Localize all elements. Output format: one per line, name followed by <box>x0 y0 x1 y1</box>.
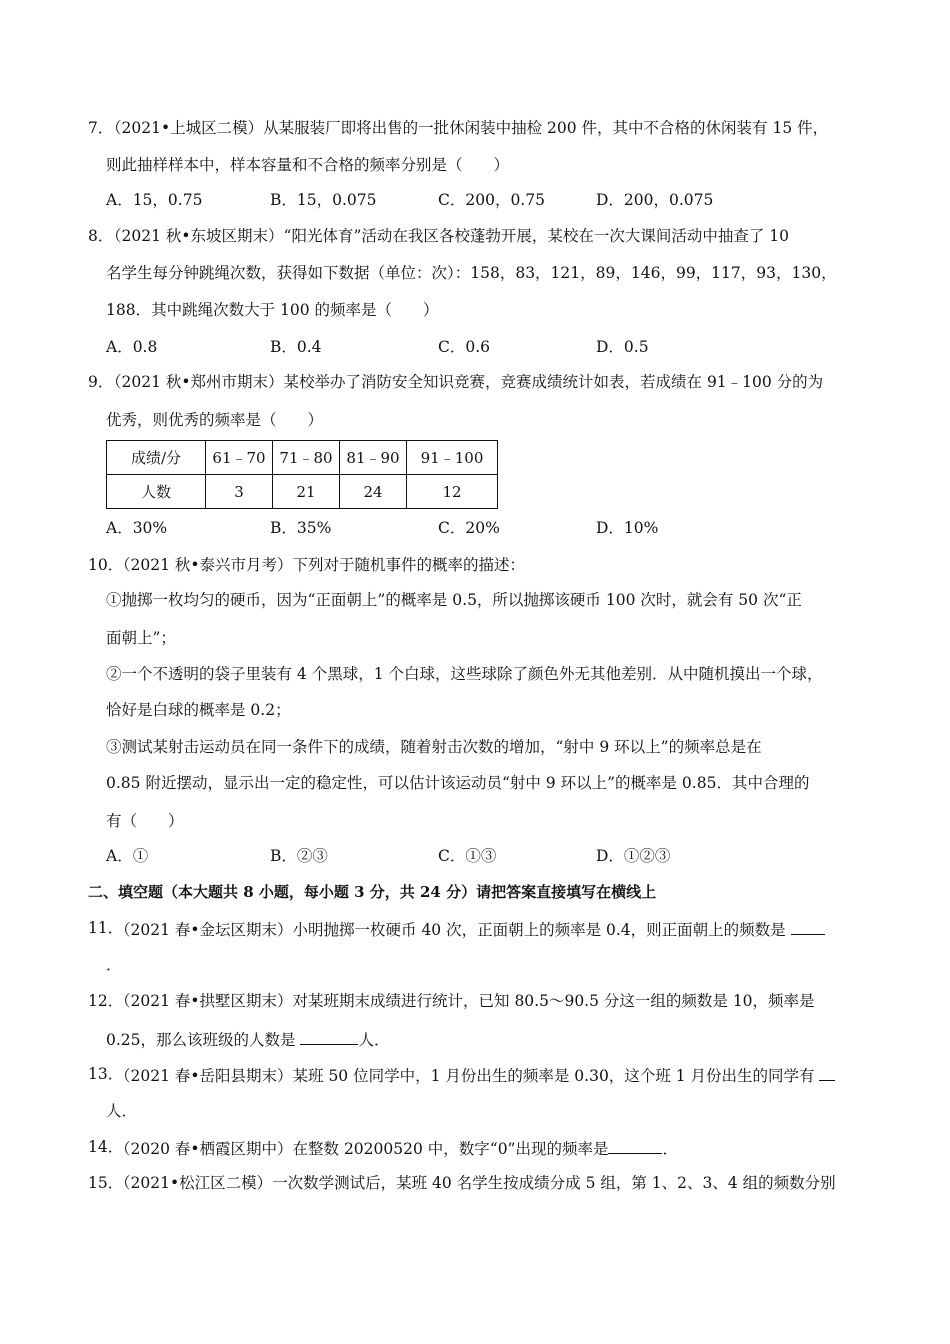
q11-number: 11． <box>88 919 124 937</box>
q10-statement1-line1: ①抛掷一枚均匀的硬币，因为“正面朝上”的概率是 0.5，所以抛掷该硬币 100 次时，就会有 50 次“正 <box>106 591 802 609</box>
score-table-header-row <box>107 441 498 475</box>
score-table-data-row <box>107 475 498 509</box>
q10-statement1-line2: 面朝上”； <box>106 629 176 647</box>
q10-statement3-line1: ③测试某射击运动员在同一条件下的成绩，随着射击次数的增加，“射中 9 环以上”的频率总是在 <box>106 738 762 756</box>
q9-text-line1: （2021 秋•郑州市期末）某校举办了消防安全知识竞赛，竞赛成绩统计如表，若成绩在 91﹣100 分的为 <box>106 373 824 391</box>
q11-text-line2: ． <box>106 956 122 974</box>
q10-statement2-line2: 恰好是白球的概率是 0.2； <box>106 701 291 719</box>
q13-text-line1 <box>115 1064 835 1086</box>
q13-text: （2021 春•岳阳县期末）某班 50 位同学中，1 月份出生的频率是 0.30，这个班 1 月份出生的同学有 <box>115 1067 820 1085</box>
q7-number: 7． <box>88 119 114 137</box>
q13-number: 13． <box>88 1065 124 1083</box>
q8-option-b: B．0.4 <box>270 338 322 356</box>
q10-option-a: A．① <box>106 847 149 865</box>
score-table <box>106 440 498 509</box>
q8-text-line3: 188．其中跳绳次数大于 100 的频率是（ ） <box>106 301 439 319</box>
q9-option-b: B．35% <box>270 519 332 537</box>
q12-number: 12． <box>88 992 124 1010</box>
q9-option-a: A．30% <box>106 519 168 537</box>
q12-unit: 人． <box>358 1031 390 1049</box>
q15-text-line1: （2021•松江区二模）一次数学测试后，某班 40 名学生按成绩分成 5 组，第 1、2、3、4 组的频数分别 <box>115 1174 836 1192</box>
q8-option-c: C．0.6 <box>438 338 491 356</box>
q15-number: 15． <box>88 1174 124 1192</box>
q11-answer-blank[interactable] <box>791 918 825 935</box>
q11-text: （2021 春•金坛区期末）小明抛掷一枚硬币 40 次，正面朝上的频率是 0.4，则正面朝上的频数是 <box>115 921 791 939</box>
table-cell: 71﹣80 <box>273 441 340 475</box>
table-cell: 81﹣90 <box>340 441 407 475</box>
q10-statement2-line1: ②一个不透明的袋子里装有 4 个黑球，1 个白球，这些球除了颜色外无其他差别．从中随机摸出一个球， <box>106 665 823 683</box>
q14-number: 14． <box>88 1138 124 1156</box>
table-cell: 成绩/分 <box>107 441 206 475</box>
table-cell: 3 <box>206 475 273 509</box>
q8-text-line2: 名学生每分钟跳绳次数，获得如下数据（单位：次）：158，83，121，89，146，99，117，93，130， <box>106 264 837 282</box>
q13-text-line2: 人． <box>106 1102 138 1120</box>
q12-text-line2 <box>106 1028 389 1050</box>
q14-answer-blank[interactable] <box>608 1137 662 1154</box>
section-heading: 二、填空题（本大题共 8 小题，每小题 3 分，共 24 分）请把答案直接填写在横线上 <box>88 883 657 901</box>
q8-option-d: D．0.5 <box>596 338 649 356</box>
q8-option-a: A．0.8 <box>106 338 158 356</box>
q10-option-b: B．②③ <box>270 847 328 865</box>
q11-text-line1 <box>115 918 825 940</box>
q14-period: ． <box>662 1140 678 1158</box>
q9-option-d: D．10% <box>596 519 659 537</box>
q8-number: 8． <box>88 227 114 245</box>
q7-option-b: B．15，0.075 <box>270 191 377 209</box>
q13-answer-blank[interactable] <box>819 1064 835 1081</box>
q7-option-c: C．200，0.75 <box>438 191 545 209</box>
table-cell: 61﹣70 <box>206 441 273 475</box>
q12-text-line1: （2021 春•拱墅区期末）对某班期末成绩进行统计，已知 80.5～90.5 分这一组的频数是 10，频率是 <box>115 992 815 1010</box>
table-cell: 24 <box>340 475 407 509</box>
q14-text: （2020 春•栖霞区期中）在整数 20200520 中，数字“0”出现的频率是 <box>115 1140 609 1158</box>
q7-text-line1: （2021•上城区二模）从某服装厂即将出售的一批休闲装中抽检 200 件，其中不合格的休闲装有 15 件， <box>106 119 829 137</box>
q9-number: 9． <box>88 373 114 391</box>
q7-option-a: A．15，0.75 <box>106 191 203 209</box>
q12-answer-blank[interactable] <box>300 1028 358 1045</box>
q8-text-line1: （2021 秋•东坡区期末）“阳光体育”活动在我区各校蓬勃开展，某校在一次大课间活动中抽查了 10 <box>106 227 790 245</box>
table-cell: 21 <box>273 475 340 509</box>
q14-text-line1 <box>115 1137 678 1159</box>
q7-text-line2: 则此抽样样本中，样本容量和不合格的频率分别是（ ） <box>106 156 510 174</box>
table-cell: 人数 <box>107 475 206 509</box>
q9-text-line2: 优秀，则优秀的频率是（ ） <box>106 411 324 429</box>
q10-option-d: D．①②③ <box>596 847 671 865</box>
q10-statement3-line2: 0.85 附近摆动，显示出一定的稳定性，可以估计该运动员“射中 9 环以上”的概率是 0.85．其中合理的 <box>106 774 810 792</box>
q10-option-c: C．①③ <box>438 847 497 865</box>
q10-statement3-line3: 有（ ） <box>106 812 184 830</box>
table-cell: 12 <box>407 475 498 509</box>
q12-text: 0.25，那么该班级的人数是 <box>106 1031 301 1049</box>
q7-option-d: D．200，0.075 <box>596 191 714 209</box>
q10-number: 10． <box>88 556 124 574</box>
q10-text-line1: （2021 秋•泰兴市月考）下列对于随机事件的概率的描述： <box>115 556 526 574</box>
table-cell: 91﹣100 <box>407 441 498 475</box>
q9-option-c: C．20% <box>438 519 500 537</box>
